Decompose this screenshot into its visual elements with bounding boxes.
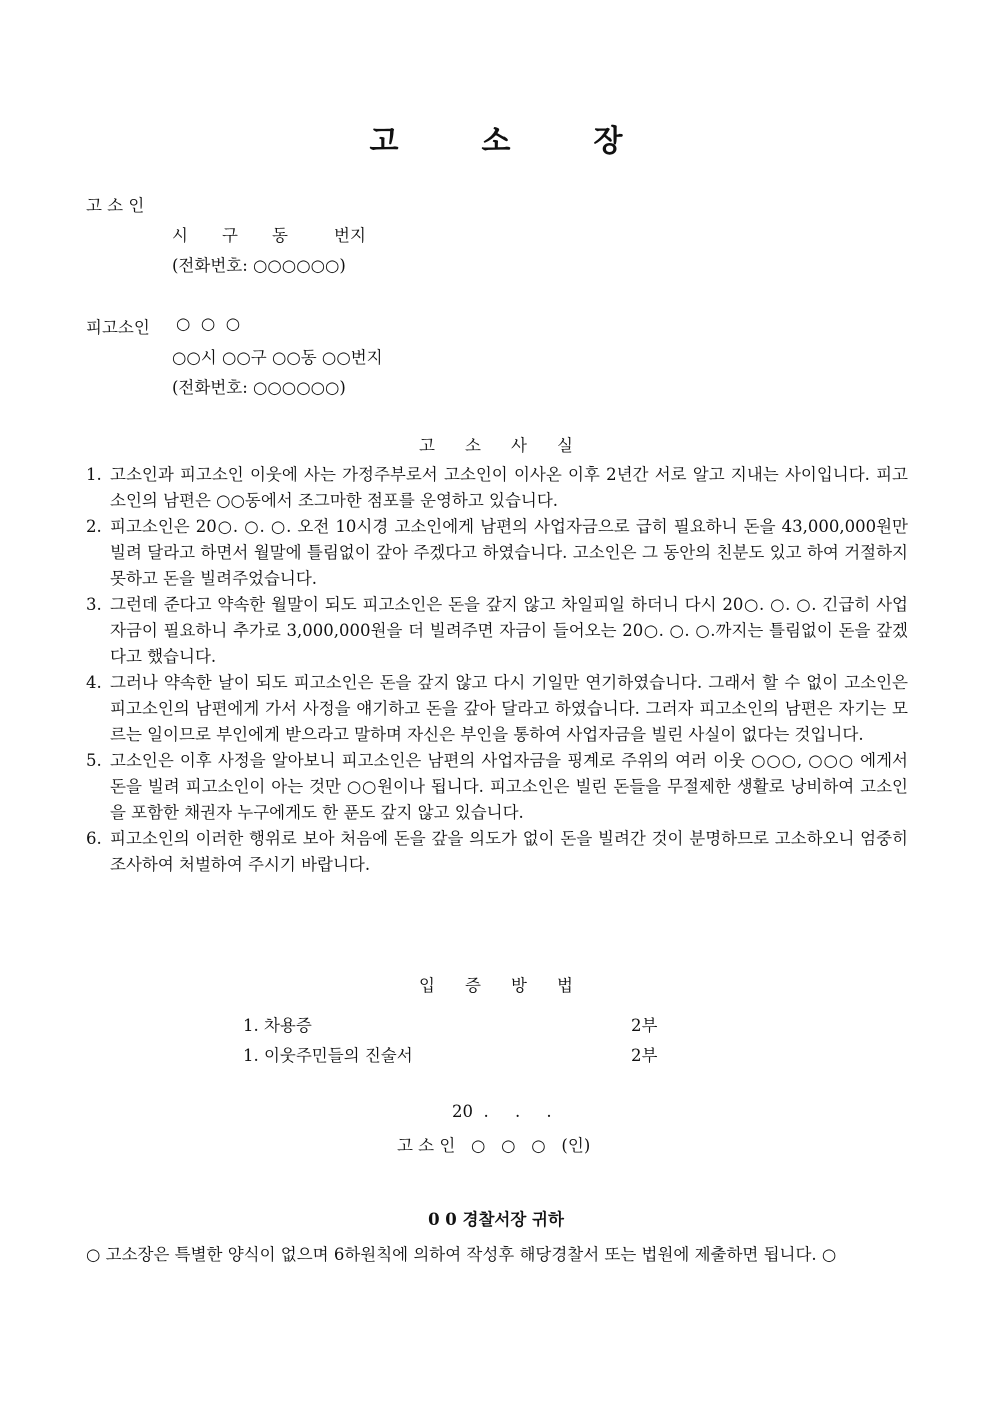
fact-text: 그런데 준다고 약속한 월말이 되도 피고소인은 돈을 갚지 않고 차일피일 하더니 다시 20○. ○. ○. 긴급히 사업자금이 필요하니 추가로 3,000,000원을 더 빌려주면 자금이 들어오는 20○. ○. ○.까지는 틀림없이 돈을 갚겠다고 했습니다.	[110, 595, 908, 666]
addressee: 0 0 경찰서장 귀하	[428, 1210, 564, 1229]
complainant-phone: (전화번호: ○○○○○○)	[172, 256, 346, 275]
evidence-heading-char-3: 방	[511, 976, 527, 995]
facts-heading-char-2: 소	[465, 436, 481, 455]
accused-label: 피고소인	[86, 318, 150, 337]
fact-number: 4.	[86, 673, 102, 692]
evidence-heading	[0, 972, 992, 996]
facts-heading-char-3: 사	[511, 436, 527, 455]
complainant-address	[172, 222, 366, 246]
fact-number: 2.	[86, 517, 102, 536]
address-gu: 구	[222, 226, 238, 245]
fact-item	[86, 748, 908, 826]
fact-text: 고소인과 피고소인 이웃에 사는 가정주부로서 고소인이 이사온 이후 2년간 서로 알고 지내는 사이입니다. 피고소인의 남편은 ○○동에서 조그마한 점포를 운영하고 있습니다.	[110, 465, 908, 510]
address-bunji: 번지	[334, 226, 366, 245]
address-dong: 동	[272, 226, 288, 245]
evidence-name: 1. 차용증	[243, 1016, 312, 1035]
evidence-heading-char-4: 법	[557, 976, 573, 995]
date-line: 20 . . .	[452, 1102, 552, 1121]
fact-text: 그러나 약속한 날이 되도 피고소인은 돈을 갚지 않고 다시 기일만 연기하였습니다. 그래서 할 수 없이 고소인은 피고소인의 남편에게 가서 사정을 얘기하고 돈을 갚아 달라고 하였습니다. 그러자 피고소인의 남편은 자기는 모르는 일이므로 부인에게 받으라고 말하며 자신은 부인을 통하여 사업자금을 빌린 사실이 없다는 것입니다.	[110, 673, 908, 744]
fact-number: 3.	[86, 595, 102, 614]
fact-number: 5.	[86, 751, 102, 770]
evidence-heading-char-2: 증	[465, 976, 481, 995]
fact-number: 1.	[86, 465, 102, 484]
fact-item	[86, 670, 908, 748]
evidence-count: 2부	[631, 1046, 658, 1065]
evidence-heading-char-1: 입	[419, 976, 435, 995]
fact-text: 피고소인은 20○. ○. ○. 오전 10시경 고소인에게 남편의 사업자금으로 급히 필요하니 돈을 43,000,000원만 빌려 달라고 하면서 월말에 틀림없이 갚아 주겠다고 하였습니다. 고소인은 그 동안의 친분도 있고 하여 거절하지 못하고 돈을 빌려주었습니다.	[110, 517, 908, 588]
fact-item	[86, 462, 908, 514]
document-title	[0, 116, 992, 160]
title-char-2: 소	[481, 124, 511, 159]
accused-address: ○○시 ○○구 ○○동 ○○번지	[172, 348, 383, 367]
signature-line: 고 소 인 ○ ○ ○ (인)	[397, 1136, 591, 1155]
title-char-3: 장	[593, 124, 623, 159]
facts-heading-char-1: 고	[419, 436, 435, 455]
facts-heading	[0, 432, 992, 456]
facts-heading-char-4: 실	[557, 436, 573, 455]
evidence-count: 2부	[631, 1016, 658, 1035]
fact-text: 피고소인의 이러한 행위로 보아 처음에 돈을 갚을 의도가 없이 돈을 빌려간 것이 분명하므로 고소하오니 엄중히 조사하여 처벌하여 주시기 바랍니다.	[110, 829, 908, 874]
fact-item	[86, 514, 908, 592]
accused-name: ○ ○ ○	[176, 314, 241, 333]
fact-item	[86, 826, 908, 878]
footer-note: ○ 고소장은 특별한 양식이 없으며 6하원칙에 의하여 작성후 해당경찰서 또는 법원에 제출하면 됩니다. ○	[86, 1245, 837, 1264]
fact-number: 6.	[86, 829, 102, 848]
evidence-name: 1. 이웃주민들의 진술서	[243, 1046, 413, 1065]
fact-text: 고소인은 이후 사정을 알아보니 피고소인은 남편의 사업자금을 핑계로 주위의 여러 이웃 ○○○, ○○○ 에게서 돈을 빌려 피고소인이 아는 것만 ○○원이나 됩니다. 피고소인은 빌린 돈들을 무절제한 생활로 낭비하여 고소인을 포함한 채권자 누구에게도 한 푼도 갚지 않고 있습니다.	[110, 751, 908, 822]
fact-item	[86, 592, 908, 670]
address-si: 시	[172, 226, 188, 245]
complainant-label: 고 소 인	[86, 196, 145, 215]
title-char-1: 고	[369, 124, 399, 159]
accused-phone: (전화번호: ○○○○○○)	[172, 378, 346, 397]
facts-list	[86, 462, 908, 878]
